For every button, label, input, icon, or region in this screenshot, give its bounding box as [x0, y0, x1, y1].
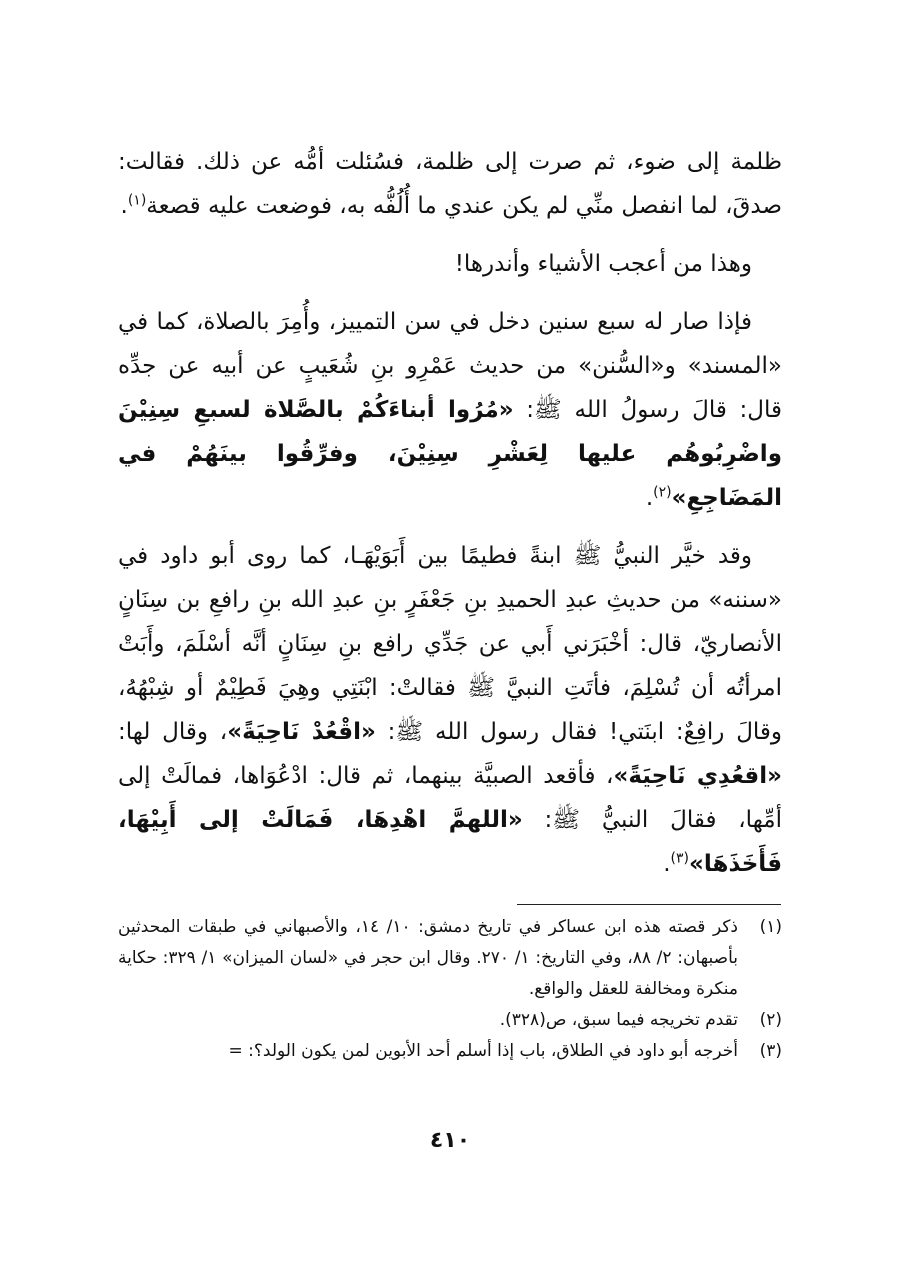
footnote-2: [118, 1005, 782, 1036]
quote-prayer: «اللهمَّ اهْدِهَا، فَمَالَتْ إلى أَبِيْهَا، فَأَخَذَهَا»: [118, 807, 782, 877]
paragraph-1-end: .: [120, 193, 128, 219]
paragraph-4-text: وقد خيَّر النبيُّ ﷺ ابنةً فطيمًا بين أَبَوَيْهَـا، كما روى أبو داود في «سننه» من حديثِ عبدِ الحميدِ بنِ جَعْفَرٍ بنِ عبدِ الله بنِ رافعِ بن سِنَانٍ الأنصاريّ، قال: أخْبَرَني أَبي عن جَدِّي رافع بنِ سِنَانٍ أنَّه أسْلَمَ، وأَبَتْ امرأتُه أن تُسْلِمَ، فأتَتِ النبيَّ ﷺ فقالتْ: ابْنَتِي وهِيَ فَطِيْمٌ أو شِبْهُهُ، وقالَ رافِعٌ: ابنَتي! فقال رسول الله ﷺ:: [118, 543, 783, 745]
footnote-separator: [517, 904, 781, 905]
paragraph-3-text: فإذا صار له سبع سنين دخل في سن التمييز، وأُمِرَ بالصلاة، كما في «المسند» و«السُّنن» من حديث عَمْرِو بنِ شُعَيبٍ عن أبيه عن جدِّه قال: قالَ رسولُ الله ﷺ:: [118, 309, 782, 423]
footnote-3-number: (٣): [759, 1041, 782, 1061]
footnote-2-text: تقدم تخريجه فيما سبق، ص(٣٢٨).: [499, 1010, 738, 1030]
paragraph-1: [118, 140, 782, 228]
paragraph-4: [118, 534, 782, 886]
paragraph-2-text: وهذا من أعجب الأشياء وأندرها!: [454, 251, 752, 277]
footnote-1: [118, 912, 782, 1005]
paragraph-2: [118, 242, 782, 286]
hadith-quote: «مُرُوا أبناءَكُمْ بالصَّلاة لسبعِ سِنِيْنَ واضْرِبُوهُم عليها لِعَشْرِ سِنِيْنَ، وفرِّقُوا بينَهُمْ في المَضَاجِعِ»: [118, 397, 782, 511]
quote-sit-aside-mother: «اقعُدِي نَاحِيَةً»: [613, 763, 782, 789]
paragraph-3-end: .: [645, 485, 654, 511]
paragraph-4-mid-1: ، وقال لها:: [118, 719, 228, 745]
footnote-ref-3[interactable]: (٣): [670, 850, 689, 867]
footnote-3-text: أخرجه أبو داود في الطلاق، باب إذا أسلم أحد الأبوين لمن يكون الولد؟: =: [228, 1041, 738, 1061]
paragraph-4-end: .: [663, 851, 671, 877]
paragraph-3: [118, 300, 782, 520]
footnote-2-number: (٢): [759, 1010, 782, 1030]
page-number: ٤١٠: [429, 1128, 471, 1153]
paragraph-4-mid-2: ، فأقعد الصبيَّة بينهما، ثم قال: ادْعُوَاها، فمالَتْ إلى أمِّها، فقالَ النبيُّ ﷺ:: [118, 763, 783, 833]
footnotes: [118, 912, 782, 1067]
quote-sit-aside-father: «اقْعُدْ نَاحِيَةً»: [227, 719, 376, 745]
paragraph-1-text: ظلمة إلى ضوء، ثم صرت إلى ظلمة، فسُئلت أمُّه عن ذلك. فقالت: صدقَ، لما انفصل منِّي لم يكن عندي ما أُلُفُّه به، فوضعت عليه قصعة: [118, 149, 782, 219]
footnote-ref-1[interactable]: (١): [127, 192, 147, 209]
footnote-1-text: ذكر قصته هذه ابن عساكر في تاريخ دمشق: ١٠/ ١٤، والأصبهاني في طبقات المحدثين بأصبهان: ٢/ ٨٨، وفي التاريخ: ١/ ٢٧٠. وقال ابن حجر في «لسان الميزان» ١/ ٣٢٩: حكاية منكرة ومخالفة للعقل والواقع.: [118, 917, 738, 999]
footnote-1-number: (١): [759, 917, 782, 937]
main-text: [118, 140, 782, 886]
footnote-ref-2[interactable]: (٢): [653, 484, 672, 501]
footnote-3: [118, 1036, 782, 1067]
